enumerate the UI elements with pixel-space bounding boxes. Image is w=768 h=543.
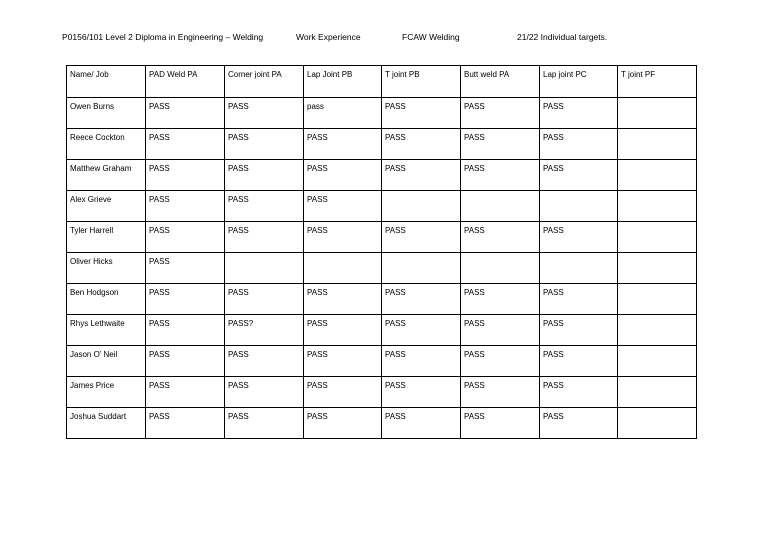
result-cell: PASS [225,98,304,129]
result-cell [618,346,697,377]
result-cell: PASS [382,346,461,377]
table-row [67,191,697,222]
student-name: Jason O’ Neil [67,346,146,377]
result-cell: PASS [304,160,382,191]
result-cell: PASS [304,377,382,408]
result-cell: PASS [540,315,618,346]
result-cell: PASS [146,284,225,315]
result-cell: PASS [540,160,618,191]
result-cell: PASS [540,222,618,253]
targets-title: 21/22 Individual targets. [517,32,608,42]
result-cell: PASS [461,98,540,129]
result-cell: PASS [304,408,382,439]
result-cell [540,191,618,222]
table-row [67,284,697,315]
student-name: Alex Grieve [67,191,146,222]
result-cell: PASS [461,315,540,346]
student-name: Joshua Suddart [67,408,146,439]
result-cell: PASS [461,284,540,315]
result-cell: PASS [225,408,304,439]
result-cell: PASS [382,129,461,160]
result-cell: PASS [146,129,225,160]
student-name: Ben Hodgson [67,284,146,315]
student-name: Rhys Lethwaite [67,315,146,346]
result-cell: PASS [304,222,382,253]
student-name: Matthew Graham [67,160,146,191]
column-header: T joint PF [618,66,697,98]
result-cell: PASS [225,377,304,408]
result-cell: PASS [146,98,225,129]
student-name: Oliver Hicks [67,253,146,284]
result-cell: PASS [461,129,540,160]
table-row [67,315,697,346]
student-name: Reece Cockton [67,129,146,160]
result-cell: PASS [146,408,225,439]
result-cell [618,408,697,439]
result-cell: PASS [382,222,461,253]
student-name: Tyler Harrell [67,222,146,253]
course-title: P0156/101 Level 2 Diploma in Engineering – Welding [62,32,264,42]
result-cell: PASS [540,129,618,160]
result-cell: PASS [461,408,540,439]
result-cell: pass [304,98,382,129]
result-cell: PASS [146,160,225,191]
result-cell: PASS [146,377,225,408]
table-row [67,222,697,253]
result-cell [618,284,697,315]
result-cell: PASS [540,408,618,439]
result-cell [382,191,461,222]
result-cell: PASS [304,284,382,315]
column-header: PAD Weld PA [146,66,225,98]
result-cell [618,160,697,191]
result-cell: PASS [540,346,618,377]
results-table [66,65,697,439]
column-header: Butt weld PA [461,66,540,98]
result-cell: PASS [146,253,225,284]
column-header: Corner joint PA [225,66,304,98]
table-row [67,346,697,377]
result-cell: PASS [461,346,540,377]
student-name: Owen Burns [67,98,146,129]
result-cell: PASS [382,377,461,408]
table-row [67,98,697,129]
result-cell: PASS [225,346,304,377]
column-header: Name/ Job [67,66,146,98]
result-cell [461,253,540,284]
result-cell: PASS [304,129,382,160]
column-header: Lap Joint PB [304,66,382,98]
section-title: Work Experience [296,32,361,42]
table-row [67,377,697,408]
result-cell [618,377,697,408]
table-row [67,253,697,284]
result-cell [540,253,618,284]
process-title: FCAW Welding [402,32,460,42]
result-cell: PASS [225,129,304,160]
result-cell: PASS [540,377,618,408]
result-cell: PASS [461,160,540,191]
result-cell [618,129,697,160]
result-cell: PASS [382,408,461,439]
column-header: Lap joint PC [540,66,618,98]
result-cell: PASS [146,222,225,253]
result-cell: PASS [382,98,461,129]
result-cell [618,315,697,346]
result-cell: PASS [540,98,618,129]
result-cell [304,253,382,284]
result-cell [461,191,540,222]
header-row [67,66,697,98]
result-cell: PASS [304,191,382,222]
result-cell: PASS [540,284,618,315]
table-row [67,408,697,439]
result-cell: PASS [304,346,382,377]
column-header: T joint PB [382,66,461,98]
student-name: James Price [67,377,146,408]
table-row [67,129,697,160]
result-cell: PASS [225,191,304,222]
result-cell: PASS [461,377,540,408]
result-cell: PASS [461,222,540,253]
result-cell: PASS [382,160,461,191]
result-cell [618,98,697,129]
result-cell: PASS [146,315,225,346]
result-cell [225,253,304,284]
result-cell: PASS [382,284,461,315]
result-cell [382,253,461,284]
result-cell [618,191,697,222]
result-cell: PASS? [225,315,304,346]
result-cell: PASS [146,191,225,222]
result-cell: PASS [225,284,304,315]
result-cell: PASS [225,160,304,191]
result-cell: PASS [304,315,382,346]
result-cell [618,253,697,284]
result-cell [618,222,697,253]
result-cell: PASS [225,222,304,253]
table-row [67,160,697,191]
result-cell: PASS [382,315,461,346]
result-cell: PASS [146,346,225,377]
